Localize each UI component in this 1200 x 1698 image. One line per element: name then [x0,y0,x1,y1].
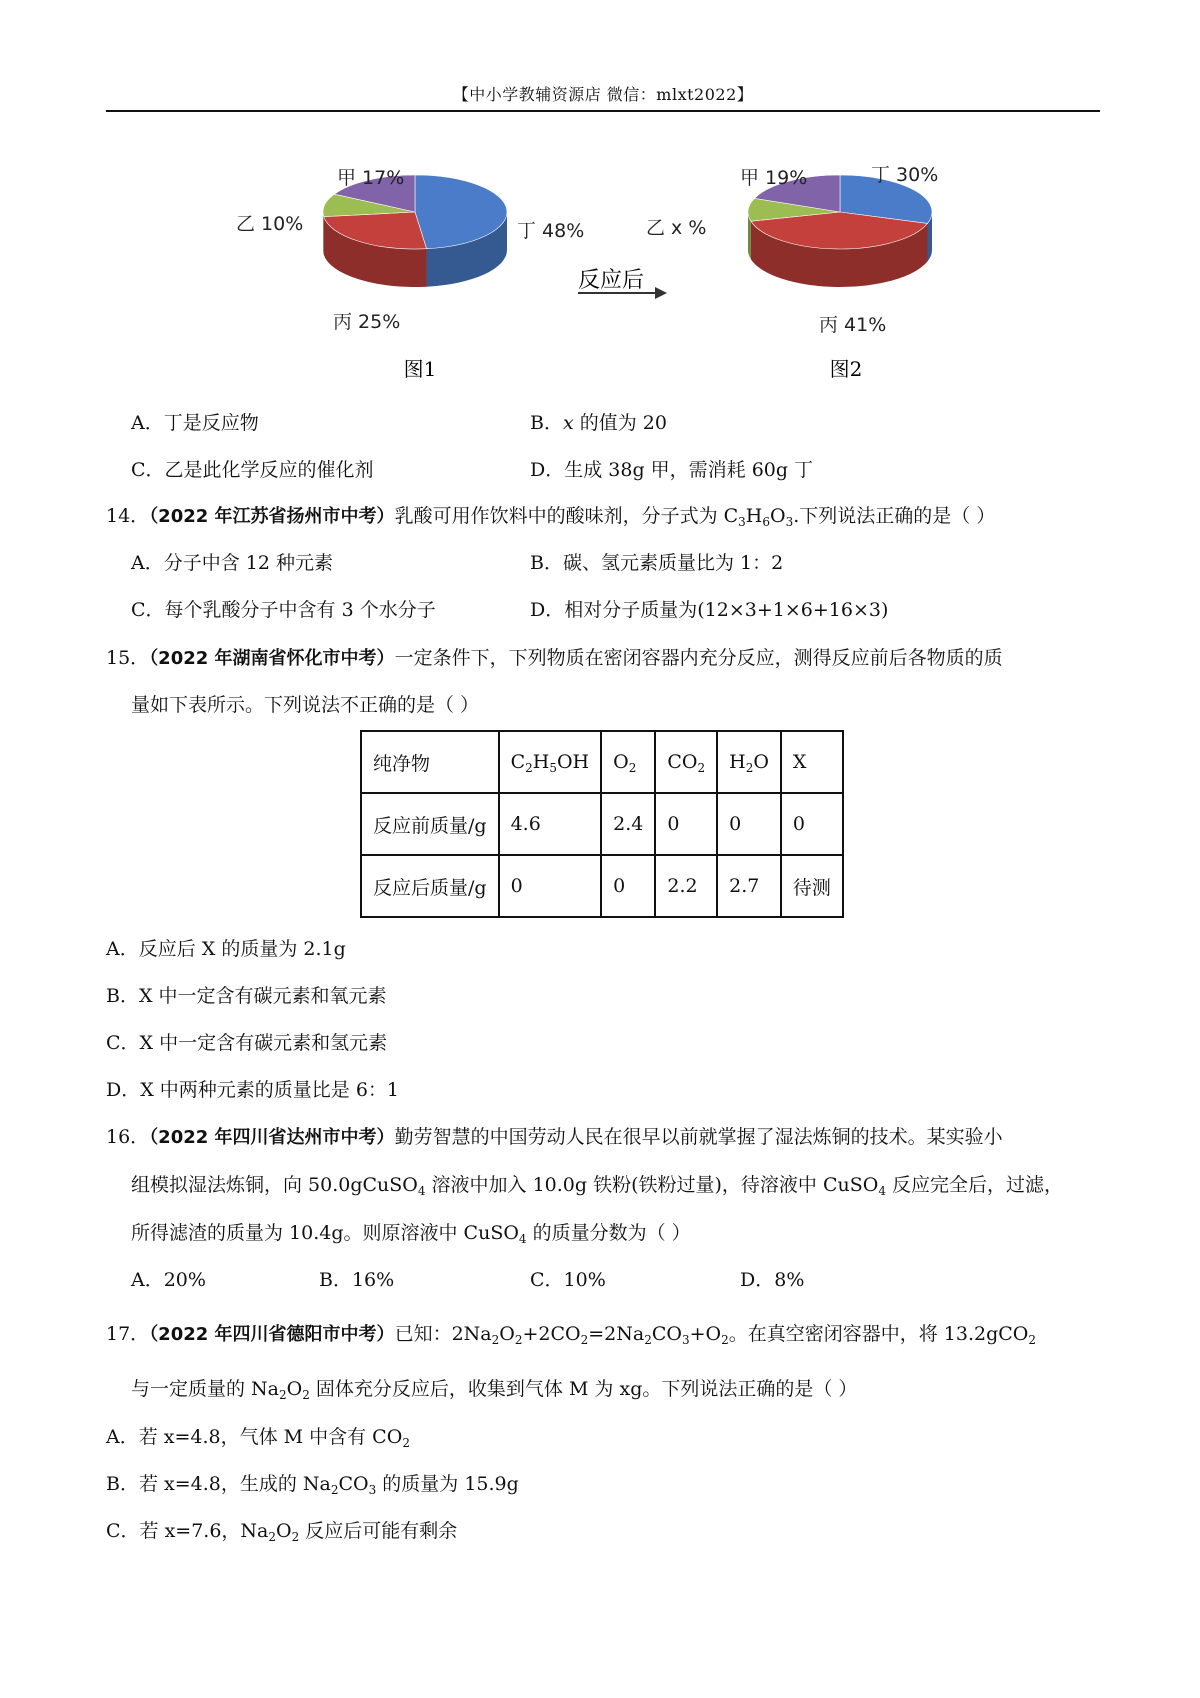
q16-option-a: A．20% [131,1269,206,1291]
table-header-co2: $CO_2$ [655,731,717,793]
q17-sub: 2 [291,1530,300,1544]
q14-stem-a: 乳酸可用作饮料中的酸味剂，分子式为 C [394,505,739,527]
q15-option-a: A．反应后 X 的质量为 2.1g [106,938,346,960]
q17-option-b [106,1471,519,1497]
q17-stem-2b: O [286,1378,303,1400]
q16-stem-2b: 溶液中加入 10.0g 铁粉(铁粉过量)，待溶液中 CuSO [425,1174,879,1196]
pie-label-丙: 丙 25% [333,311,401,333]
q13-option-b [530,410,667,436]
q16-stem-1: 勤劳智慧的中国劳动人民在很早以前就掌握了湿法炼铜的技术。某实验小 [394,1126,1003,1148]
q13-option-d: D．生成 38g 甲，需消耗 60g 丁 [530,459,814,481]
table-cell: 0 [499,855,602,917]
q15-stem-1: 一定条件下，下列物质在密闭容器内充分反应，测得反应前后各物质的质 [394,647,1003,669]
table-header-ethanol: $C_2H_5OH$ [499,731,602,793]
q17-stem-2c: 固体充分反应后，收集到气体 M 为 xg。下列说法正确的是（ ） [309,1378,858,1400]
q17-b-text-a: B．若 x=4.8，生成的 Na [106,1473,331,1495]
mass-table [360,730,844,918]
table-header-h2o: $H_2O$ [717,731,781,793]
pie-label-丁: 丁 48% [517,220,585,242]
q14-option-d: D．相对分子质量为(12×3+1×6+16×3) [530,599,889,621]
figure-1-caption: 图1 [403,357,437,381]
q16-stem-line2 [131,1172,1063,1198]
table-cell: 0 [781,793,843,855]
q16-stem-line3 [131,1220,691,1246]
q14-option-b: B．碳、氢元素质量比为 1：2 [530,552,784,574]
q16-stem-line1 [106,1124,1003,1151]
q17-stem-2a: 与一定质量的 Na [131,1378,279,1400]
table-row-label: 反应前质量/g [361,793,499,855]
q17-option-c [106,1518,457,1544]
q15-option-b: B．X 中一定含有碳元素和氧元素 [106,985,387,1007]
q14-stem-b: H [745,505,763,527]
pie-figure [0,0,1200,400]
q15-stem-line2: 量如下表所示。下列说法不正确的是（ ） [131,694,480,716]
q16-option-c: C．10% [530,1269,606,1291]
q15-option-c: C．X 中一定含有碳元素和氢元素 [106,1032,388,1054]
q15-source: （2022 年湖南省怀化市中考） [149,648,395,669]
q17-c-text-a: C．若 x=7.6，Na [106,1520,269,1542]
q14-option-c: C．每个乳酸分子中含有 3 个水分子 [131,599,436,621]
table-cell: 0 [601,855,655,917]
q15-number: 15． [106,647,150,669]
table-cell: 2.7 [717,855,781,917]
q17-option-a [106,1424,410,1450]
q14-source: （2022 年江苏省扬州市中考） [149,506,395,527]
q14-stem [106,503,995,530]
q16-stem-2a: 组模拟湿法炼铜，向 50.0gCuSO [131,1174,418,1196]
q17-number: 17． [106,1323,150,1345]
table-row [361,793,843,855]
table-cell: 4.6 [499,793,602,855]
q17-source: （2022 年四川省德阳市中考） [149,1324,395,1345]
q17-stem-line1 [106,1321,1036,1348]
page-header: 【中小学教辅资源店 微信：mlxt2022】 [452,85,754,104]
q17-sub: 2 [1028,1333,1037,1347]
pie-label-丙: 丙 41% [819,314,887,336]
q16-stem-2c: 反应完全后，过滤， [885,1174,1064,1196]
table-header-label: 纯净物 [361,731,499,793]
arrow-label: 反应后 [578,268,645,293]
q15-stem-line1 [106,645,1003,672]
pie-chart-2 [646,164,938,336]
table-cell: 2.4 [601,793,655,855]
pie-chart-1 [236,167,584,333]
q17-c-text-c: 反应后可能有剩余 [299,1520,458,1542]
q17-sub: 3 [368,1483,377,1497]
table-cell: 0 [717,793,781,855]
table-row [361,855,843,917]
q17-equation: $2Na_2O_2+2CO_2=2Na_2CO_3+O_2$ [451,1323,729,1347]
q16-sub: 4 [417,1184,426,1198]
pie-label-甲: 甲 17% [337,167,405,189]
table-header-o2: $O_2$ [601,731,655,793]
table-header-x: X [781,731,843,793]
q13-option-c: C．乙是此化学反应的催化剂 [131,459,374,481]
table-cell: 0 [655,793,717,855]
q17-a-text: A．若 x=4.8，气体 M 中含有 CO [106,1426,403,1448]
q15-option-d: D．X 中两种元素的质量比是 6：1 [106,1079,400,1101]
q17-stem-line2 [131,1376,857,1402]
q17-b-text-c: 的质量为 15.9g [376,1473,519,1495]
pie-label-甲: 甲 19% [740,167,808,189]
q17-c-text-b: O [276,1520,292,1542]
q14-number: 14． [106,505,150,527]
q14-stem-d: .下列说法正确的是（ ） [793,505,996,527]
q16-option-d: D．8% [740,1269,805,1291]
q16-stem-3b: 的质量分数为（ ） [526,1222,691,1244]
q17-sub: 2 [268,1530,277,1544]
q13-b-var: x [562,412,574,434]
q17-stem-1b: 。在真空密闭容器中，将 13.2gCO [728,1323,1029,1345]
q14-stem-c: O [770,505,786,527]
q14-sub-2: 6 [762,515,771,529]
q16-source: （2022 年四川省达州市中考） [149,1127,395,1148]
q17-sub: 2 [330,1483,339,1497]
q13-option-a: A．丁是反应物 [131,412,259,434]
q17-stem-1a: 已知： [394,1323,452,1345]
q13-b-prefix: B． [530,412,563,434]
pie-label-丁: 丁 30% [871,164,939,186]
pie-label-乙: 乙 10% [236,213,304,235]
table-row-header [361,731,843,793]
q13-b-rest: 的值为 20 [573,412,667,434]
q14-option-a: A．分子中含 12 种元素 [131,552,333,574]
figure-2-caption: 图2 [829,357,863,381]
pie-side-乙 [323,212,324,255]
q16-sub: 4 [518,1232,527,1246]
q17-b-text-b: CO [338,1473,369,1495]
q17-sub: 2 [302,1388,310,1402]
pie-label-乙: 乙 x % [646,217,707,239]
q16-stem-3a: 所得滤渣的质量为 10.4g。则原溶液中 CuSO [131,1222,519,1244]
table-cell: 2.2 [655,855,717,917]
q14-sub-3: 3 [785,515,794,529]
table-cell: 待测 [781,855,843,917]
q17-sub: 2 [279,1388,287,1402]
q16-option-b: B．16% [319,1269,395,1291]
q16-sub: 4 [878,1184,886,1198]
q17-sub: 2 [402,1436,410,1450]
q16-number: 16． [106,1126,150,1148]
q14-sub-1: 3 [738,515,746,529]
table-row-label: 反应后质量/g [361,855,499,917]
